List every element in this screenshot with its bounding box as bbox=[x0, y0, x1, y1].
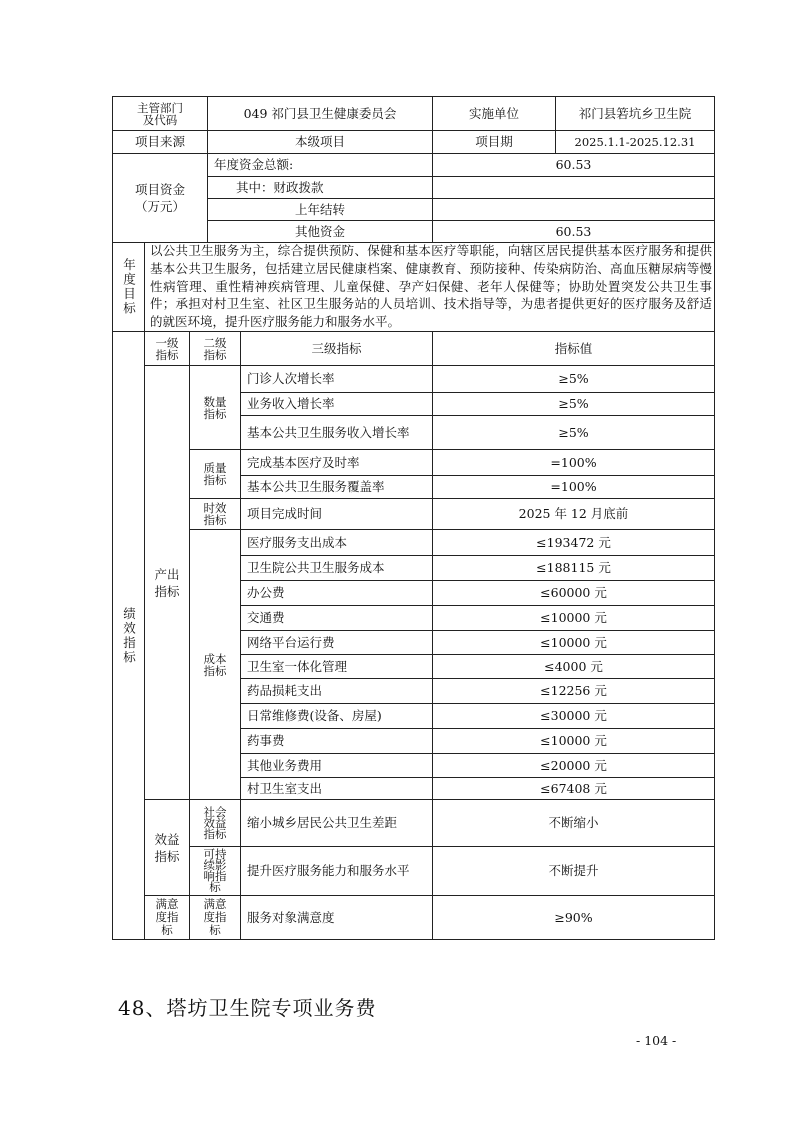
cost-label: 成本 指标 bbox=[203, 651, 227, 678]
social-benefit-label: 社会 效益 指标 bbox=[203, 804, 227, 841]
funds-fiscal-label: 其中：财政拨款 bbox=[236, 179, 324, 195]
table-row: 网络平台运行费 bbox=[247, 634, 335, 650]
satisfaction-level2: 满意 度指 标 bbox=[203, 897, 227, 937]
time-label: 时效 指标 bbox=[203, 501, 227, 527]
table-row-value: ≤10000 元 bbox=[540, 610, 607, 625]
table-row-value: ≤188115 元 bbox=[536, 560, 611, 575]
table-row-value: =100% bbox=[550, 454, 597, 470]
section-title: 48、塔坊卫生院专项业务费 bbox=[118, 996, 377, 1020]
table-row: 交通费 bbox=[247, 610, 285, 625]
col-header-value: 指标值 bbox=[554, 340, 593, 356]
table-row: 服务对象满意度 bbox=[247, 909, 335, 925]
table-row: 办公费 bbox=[247, 585, 285, 600]
table-row: 村卫生室支出 bbox=[247, 780, 323, 796]
dept-label: 主管部门 及代码 bbox=[137, 100, 183, 127]
table-row-value: ≥5% bbox=[558, 424, 589, 440]
table-row: 提升医疗服务能力和服务水平 bbox=[247, 863, 410, 878]
sustain-label: 可持 续影 响指 标 bbox=[203, 847, 227, 894]
table-row-value: 2025 年 12 月底前 bbox=[518, 506, 629, 521]
funds-carryover-value bbox=[433, 199, 714, 220]
funds-total-value: 60.53 bbox=[555, 157, 592, 172]
table-row-value: ≤20000 元 bbox=[540, 757, 607, 773]
period-label: 项目期 bbox=[475, 134, 513, 149]
table-row: 项目完成时间 bbox=[247, 506, 323, 521]
col-header-level2: 二级 指标 bbox=[203, 335, 227, 362]
table-row-value: ≥5% bbox=[558, 396, 589, 411]
table-row: 缩小城乡居民公共卫生差距 bbox=[247, 815, 398, 830]
table-row: 药品损耗支出 bbox=[247, 683, 323, 698]
funds-other-value: 60.53 bbox=[555, 223, 592, 239]
benefit-label: 效益 指标 bbox=[154, 831, 180, 864]
page-number: - 104 - bbox=[636, 1033, 677, 1048]
impl-label: 实施单位 bbox=[468, 105, 519, 121]
table-row-value: ≤30000 元 bbox=[540, 708, 607, 723]
funds-label: 项目资金 （万元） bbox=[134, 182, 185, 214]
funds-fiscal-value bbox=[433, 177, 714, 198]
table-row: 基本公共卫生服务覆盖率 bbox=[247, 479, 385, 494]
table-row: 完成基本医疗及时率 bbox=[247, 454, 360, 470]
table-row: 日常维修费(设备、房屋) bbox=[247, 708, 382, 723]
perf-label: 绩效指标 bbox=[121, 606, 137, 665]
table-row-value: =100% bbox=[550, 479, 597, 494]
output-label: 产出 指标 bbox=[154, 566, 180, 599]
table-row-value: 不断提升 bbox=[548, 863, 599, 878]
source-label: 项目来源 bbox=[134, 134, 185, 149]
table-row: 基本公共卫生服务收入增长率 bbox=[247, 424, 410, 440]
quantity-label: 数量 指标 bbox=[203, 394, 227, 421]
table-row-value: ≤67408 元 bbox=[540, 780, 607, 796]
table-row: 医疗服务支出成本 bbox=[247, 534, 348, 550]
funds-other-label: 其他资金 bbox=[294, 223, 345, 239]
table-row: 门诊人次增长率 bbox=[247, 371, 335, 386]
table-row-value: ≥5% bbox=[558, 371, 589, 386]
table-row: 其他业务费用 bbox=[247, 757, 323, 773]
table-row: 药事费 bbox=[247, 733, 285, 748]
impl-value: 祁门县箬坑乡卫生院 bbox=[578, 105, 692, 121]
table-row-value: ≤4000 元 bbox=[544, 658, 603, 674]
table-row-value: 不断缩小 bbox=[548, 815, 599, 830]
table-row-value: ≤10000 元 bbox=[540, 733, 607, 748]
quality-label: 质量 指标 bbox=[203, 461, 227, 487]
funds-carryover-label: 上年结转 bbox=[294, 201, 345, 217]
satisfaction-level1: 满意 度指 标 bbox=[155, 897, 179, 937]
col-header-level3: 三级指标 bbox=[311, 340, 362, 356]
goal-label: 年度目标 bbox=[121, 258, 137, 316]
table-row-value: ≤12256 元 bbox=[540, 683, 607, 698]
table-row-value: ≥90% bbox=[554, 909, 593, 925]
table-row: 业务收入增长率 bbox=[247, 396, 335, 411]
table-row: 卫生室一体化管理 bbox=[247, 658, 348, 674]
goal-text: 以公共卫生服务为主，综合提供预防、保健和基本医疗等职能，向辖区居民提供基本医疗服务和提供基本公共卫生服务，包括建立居民健康档案、健康教育、预防接种、传染病防治、高血压糖尿病等慢性病管理、重性精神疾病管理、儿童保健、孕产妇保健、老年人保健等；协助处置突发公共卫生事件；承担对村卫生室、社区卫生服务站的人员培训、技术指导等，为患者提供更好的医疗服务及舒适的就医环境，提升医疗服务能力和服务水平。 bbox=[150, 243, 712, 330]
table-row: 卫生院公共卫生服务成本 bbox=[247, 560, 385, 575]
dept-value: 049 祁门县卫生健康委员会 bbox=[243, 105, 397, 121]
table-row-value: ≤10000 元 bbox=[540, 634, 607, 650]
col-header-level1: 一级 指标 bbox=[155, 335, 179, 362]
source-value: 本级项目 bbox=[294, 134, 345, 149]
table-row-value: ≤193472 元 bbox=[536, 534, 611, 550]
funds-total-label: 年度资金总额: bbox=[214, 157, 294, 172]
period-value: 2025.1.1-2025.12.31 bbox=[574, 135, 696, 149]
table-row-value: ≤60000 元 bbox=[540, 585, 607, 600]
